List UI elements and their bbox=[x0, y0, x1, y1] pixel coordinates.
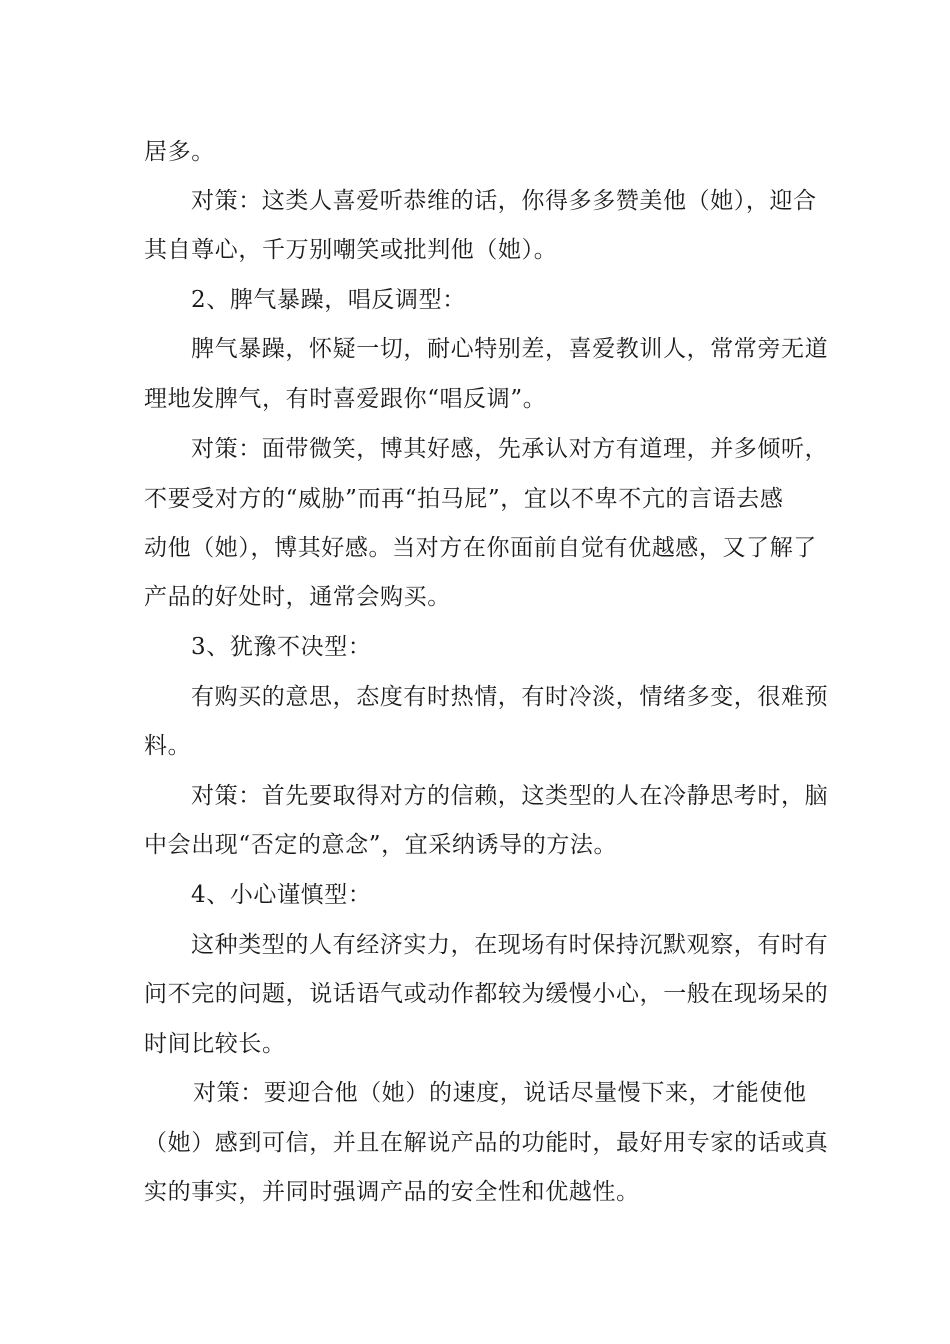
text-line: 对策：要迎合他（她）的速度，说话尽量慢下来，才能使他 bbox=[193, 1080, 807, 1106]
text-line: 其自尊心，千万别嘲笑或批判他（她）。 bbox=[144, 237, 558, 263]
text-line: 这种类型的人有经济实力，在现场有时保持沉默观察，有时有 bbox=[191, 932, 829, 958]
text-line: 中会出现“否定的意念”，宜采纳诱导的方法。 bbox=[144, 832, 618, 858]
section-heading: 2、脾气暴躁，唱反调型： bbox=[191, 287, 466, 313]
text-line: 问不完的问题，说话语气或动作都较为缓慢小心，一般在现场呆的 bbox=[144, 981, 829, 1007]
text-line: 产品的好处时，通常会购买。 bbox=[144, 584, 451, 610]
section-heading: 4、小心谨慎型： bbox=[191, 882, 372, 908]
text-line: 脾气暴躁，怀疑一切，耐心特别差，喜爱教训人，常常旁无道 bbox=[191, 336, 829, 362]
text-line: 有购买的意思，态度有时热情，有时冷淡，情绪多变，很难预 bbox=[191, 684, 829, 710]
text-line: 对策：面带微笑，博其好感，先承认对方有道理，并多倾听， bbox=[191, 436, 829, 462]
text-line: 不要受对方的“威胁”而再“拍马屁”，宜以不卑不亢的言语去感 bbox=[144, 486, 784, 512]
text-line: 时间比较长。 bbox=[144, 1031, 286, 1057]
text-line: 对策：首先要取得对方的信赖，这类型的人在冷静思考时，脑 bbox=[191, 783, 829, 809]
text-line: 居多。 bbox=[144, 139, 215, 165]
section-heading: 3、犹豫不决型： bbox=[191, 634, 372, 660]
text-line: 对策：这类人喜爱听恭维的话，你得多多赞美他（她），迎合 bbox=[191, 188, 817, 214]
text-line: 动他（她），博其好感。当对方在你面前自觉有优越感，又了解了 bbox=[144, 535, 817, 561]
text-line: 料。 bbox=[144, 733, 192, 759]
text-line: 理地发脾气，有时喜爱跟你“唱反调”。 bbox=[144, 386, 547, 412]
text-line: 实的事实，并同时强调产品的安全性和优越性。 bbox=[144, 1179, 640, 1205]
text-line: （她）感到可信，并且在解说产品的功能时，最好用专家的话或真 bbox=[144, 1130, 829, 1156]
